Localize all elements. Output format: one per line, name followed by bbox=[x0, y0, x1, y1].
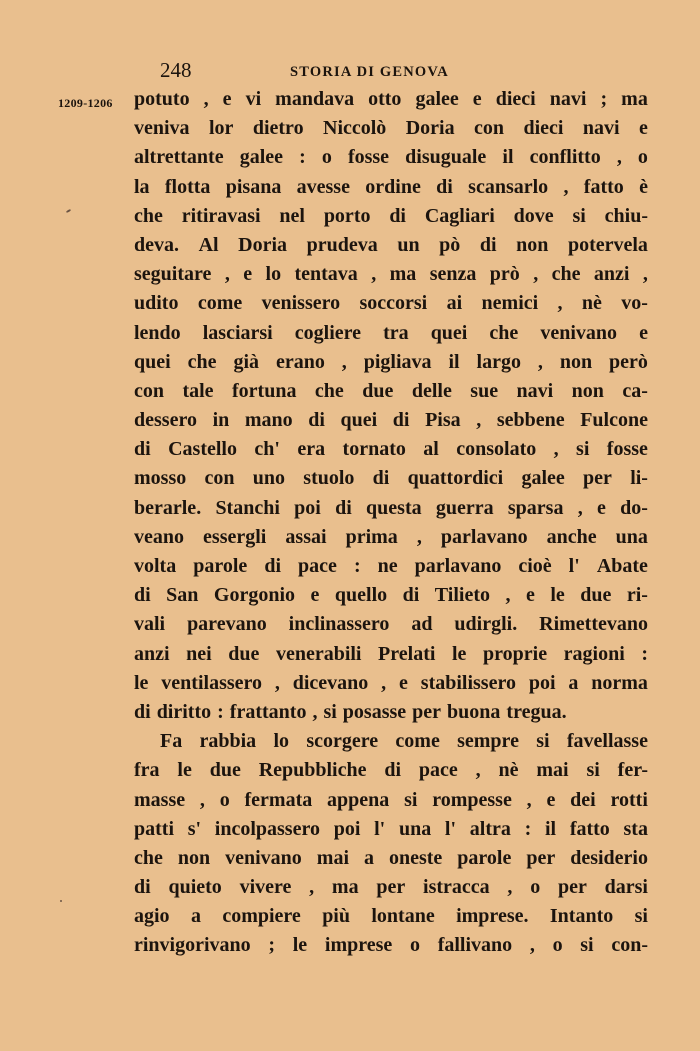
text-line: di San Gorgonio e quello di Tilieto , e le due ri- bbox=[134, 584, 648, 607]
running-title: STORIA DI GENOVA bbox=[290, 64, 449, 80]
text-line: volta parole di pace : ne parlavano cioè l' Abate bbox=[134, 555, 648, 577]
text-line: anzi nei due venerabili Prelati le proprie ragioni : bbox=[134, 642, 648, 665]
text-line: con tale fortuna che due delle sue navi non ca- bbox=[134, 379, 648, 402]
text-line: potuto , e vi mandava otto galee e dieci navi ; ma bbox=[134, 88, 648, 110]
text-line: di quieto vivere , ma per istracca , o per darsi bbox=[134, 876, 648, 899]
text-line: deva. Al Doria prudeva un pò di non potervela bbox=[134, 233, 648, 256]
paper-speck bbox=[60, 900, 62, 902]
text-line: lendo lasciarsi cogliere tra quei che venivano e bbox=[134, 321, 648, 344]
text-line: veano essergli assai prima , parlavano anche una bbox=[134, 525, 648, 548]
text-line: patti s' incolpassero poi l' una l' altra : il fatto sta bbox=[134, 817, 648, 840]
paragraph-first-line: Fa rabbia lo scorgere come sempre si favellasse bbox=[160, 730, 648, 753]
text-line: seguitare , e lo tentava , ma senza prò , che anzi , bbox=[134, 263, 648, 286]
text-line: di Castello ch' era tornato al consolato , si fosse bbox=[134, 438, 648, 461]
text-line: la flotta pisana avesse ordine di scansarlo , fatto è bbox=[134, 175, 648, 198]
text-line: che ritiravasi nel porto di Cagliari dove si chiu- bbox=[134, 204, 648, 227]
text-line: rinvigorivano ; le imprese o fallivano , o si con- bbox=[134, 934, 648, 957]
text-line: berarle. Stanchi poi di questa guerra sparsa , e do- bbox=[134, 496, 648, 519]
text-line: masse , o fermata appena si rompesse , e dei rotti bbox=[134, 788, 648, 811]
text-line: le ventilassero , dicevano , e stabilissero poi a norma bbox=[134, 671, 648, 694]
text-line: vali parevano inclinassero ad udirgli. Rimettevano bbox=[134, 613, 648, 636]
margin-date-note: 1209-1206 bbox=[58, 96, 113, 110]
text-line: mosso con uno stuolo di quattordici galee per li- bbox=[134, 467, 648, 490]
text-line: che non venivano mai a oneste parole per desiderio bbox=[134, 846, 648, 869]
text-line: veniva lor dietro Niccolò Doria con dieci navi e bbox=[134, 117, 648, 140]
text-line: agio a compiere più lontane imprese. Intanto si bbox=[134, 905, 648, 928]
page-header bbox=[0, 58, 700, 88]
text-line: quei che già erano , pigliava il largo , non però bbox=[134, 350, 648, 373]
text-line: altrettante galee : o fosse disuguale il conflitto , o bbox=[134, 146, 648, 169]
paper-speck bbox=[66, 209, 71, 213]
page-number: 248 bbox=[160, 58, 192, 82]
text-body bbox=[134, 85, 648, 961]
text-line: udito come venissero soccorsi ai nemici , nè vo- bbox=[134, 292, 648, 315]
text-line: di diritto : frattanto , si posasse per buona tregua. bbox=[134, 700, 567, 723]
text-line: dessero in mano di quei di Pisa , sebbene Fulcone bbox=[134, 409, 648, 432]
text-line: fra le due Repubbliche di pace , nè mai si fer- bbox=[134, 759, 648, 782]
